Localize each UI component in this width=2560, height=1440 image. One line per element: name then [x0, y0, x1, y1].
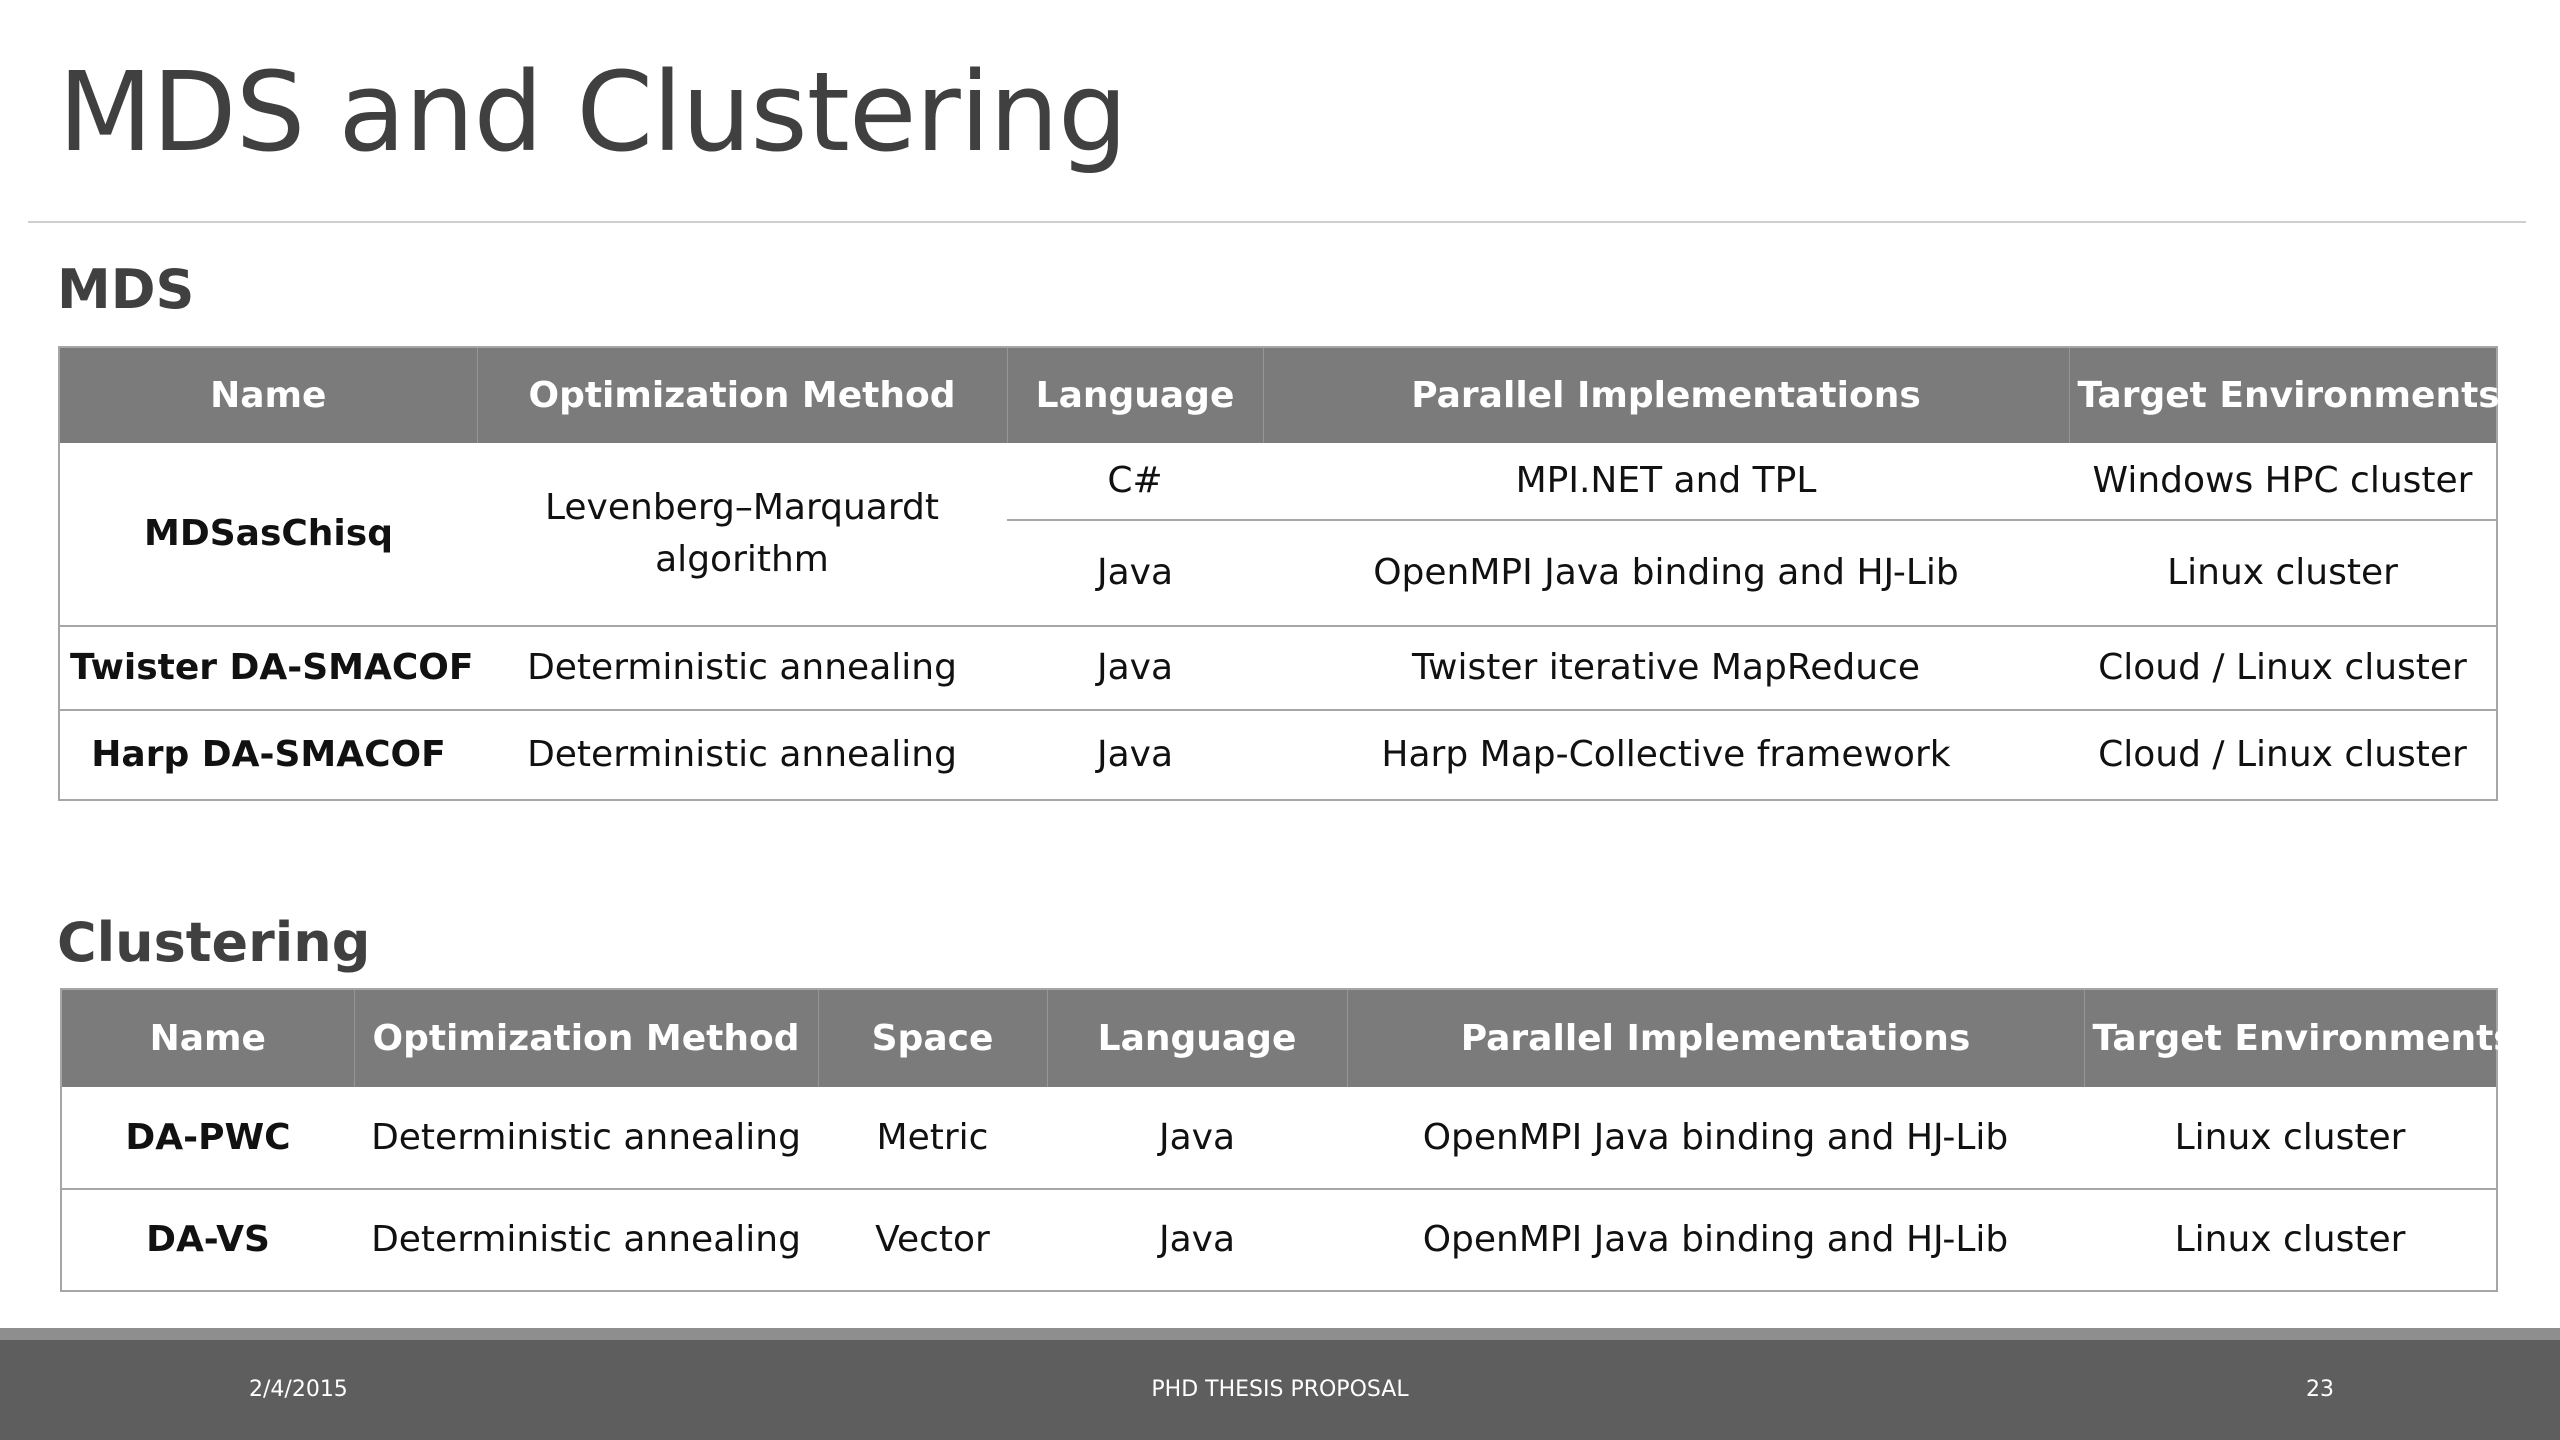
row-language: Java [1158, 1116, 1236, 1158]
mds-col-name: Name [59, 347, 477, 443]
clustering-col-space: Space [818, 989, 1047, 1087]
row-name: Harp DA-SMACOF [59, 710, 477, 800]
mds-header-row [59, 347, 2497, 443]
clustering-col-target-environments: Target Environments [2084, 989, 2497, 1087]
row-target: Windows HPC cluster [2092, 460, 2473, 501]
mds-col-target-environments: Target Environments [2069, 347, 2497, 443]
row-name: DA-PWC [125, 1116, 291, 1158]
table-row [59, 710, 2497, 800]
row-space: Metric [876, 1116, 989, 1158]
clustering-col-optimization-method: Optimization Method [354, 989, 818, 1087]
table-row [59, 443, 2497, 520]
row-method: Deterministic annealing [354, 1189, 818, 1291]
table-row [61, 1087, 2497, 1189]
row-parallel: OpenMPI Java binding and HJ-Lib [1347, 1189, 2084, 1291]
slide-number: 23 [2306, 1377, 2334, 1402]
row-name: MDSasChisq [144, 513, 393, 554]
row-parallel: OpenMPI Java binding and HJ-Lib [1263, 520, 2069, 626]
mds-col-parallel-implementations: Parallel Implementations [1263, 347, 2069, 443]
row-method: Deterministic annealing [477, 710, 1007, 800]
footer-date: 2/4/2015 [249, 1377, 348, 1402]
row-method: Deterministic annealing [477, 626, 1007, 710]
row-target: Cloud / Linux cluster [2069, 626, 2497, 710]
row-language: Java [1007, 520, 1263, 626]
clustering-table [60, 988, 2515, 1292]
table-row [59, 626, 2497, 710]
clustering-header-row [61, 989, 2497, 1087]
mds-table [58, 346, 2498, 801]
row-method: Levenberg–Marquardt algorithm [544, 487, 939, 580]
row-parallel: OpenMPI Java binding and HJ-Lib [1422, 1116, 2009, 1158]
title-divider [28, 221, 2526, 223]
clustering-col-name: Name [61, 989, 354, 1087]
mds-col-optimization-method: Optimization Method [477, 347, 1007, 443]
row-name: DA-VS [61, 1189, 354, 1291]
row-language: Java [1007, 710, 1263, 800]
footer-title: PHD THESIS PROPOSAL [1151, 1377, 1409, 1402]
mds-section-heading: MDS [57, 258, 195, 321]
row-target: Cloud / Linux cluster [2069, 710, 2497, 800]
row-name: Twister DA-SMACOF [59, 626, 477, 710]
row-space: Vector [818, 1189, 1047, 1291]
mds-col-language: Language [1007, 347, 1263, 443]
clustering-section-heading: Clustering [57, 911, 371, 974]
table-row [61, 1189, 2497, 1291]
row-target: Linux cluster [2174, 1116, 2406, 1158]
row-parallel: MPI.NET and TPL [1515, 460, 1817, 501]
slide-footer [0, 1328, 2560, 1440]
row-parallel: Harp Map-Collective framework [1263, 710, 2069, 800]
clustering-col-language: Language [1047, 989, 1347, 1087]
row-language: Java [1007, 626, 1263, 710]
clustering-col-parallel-implementations: Parallel Implementations [1347, 989, 2084, 1087]
row-language: C# [1107, 460, 1163, 501]
row-method: Deterministic annealing [371, 1116, 801, 1158]
row-target: Linux cluster [2084, 1189, 2497, 1291]
row-parallel: Twister iterative MapReduce [1263, 626, 2069, 710]
slide-title: MDS and Clustering [58, 48, 1127, 176]
row-language: Java [1047, 1189, 1347, 1291]
row-target: Linux cluster [2069, 520, 2497, 626]
